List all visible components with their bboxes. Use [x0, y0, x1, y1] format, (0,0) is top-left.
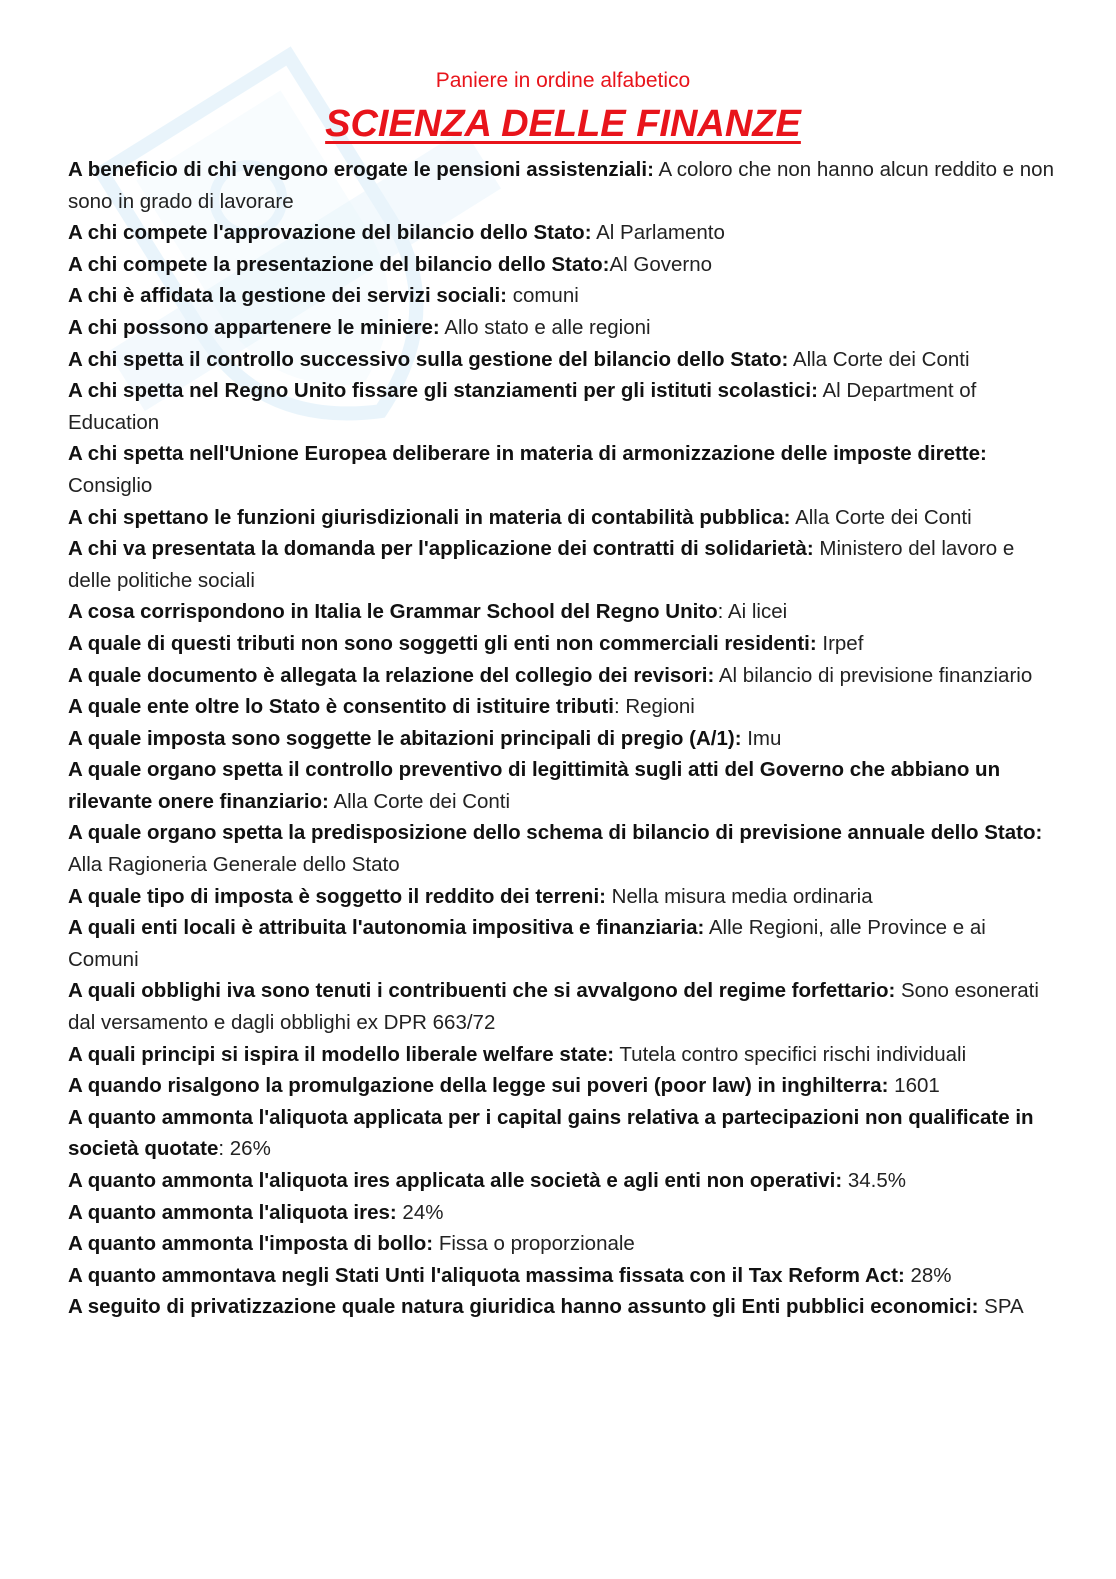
qa-item — [68, 596, 1058, 628]
question-text: A chi va presentata la domanda per l'applicazione dei contratti di solidarietà: — [68, 537, 814, 561]
qa-item — [68, 502, 1058, 534]
answer-text: 28% — [904, 1263, 952, 1287]
qa-item — [68, 912, 1058, 975]
qa-item — [68, 375, 1058, 438]
answer-text: Al Parlamento — [591, 221, 725, 245]
qa-item — [68, 1228, 1058, 1260]
qa-item — [68, 217, 1058, 249]
answer-text: Consiglio — [68, 473, 153, 497]
question-text: A beneficio di chi vengono erogate le pensioni assistenziali: — [68, 158, 654, 181]
question-text: A quale ente oltre lo Stato è consentito di istituire tributi — [68, 695, 614, 719]
answer-text: Fissa o proporzionale — [433, 1232, 635, 1256]
qa-item — [68, 154, 1058, 217]
page-title: SCIENZA DELLE FINANZE — [325, 103, 801, 145]
answer-text: Allo stato e alle regioni — [439, 315, 651, 339]
qa-item — [68, 975, 1058, 1038]
answer-text: Irpef — [816, 631, 864, 655]
answer-text: Sono esonerati dal versamento e dagli obblighi ex DPR 663/72 — [68, 979, 1039, 1035]
answer-text: Nella misura media ordinaria — [605, 884, 873, 908]
question-text: A seguito di privatizzazione quale natura giuridica hanno assunto gli Enti pubblici economici: — [68, 1295, 979, 1319]
answer-text: Al bilancio di previsione finanziario — [714, 663, 1033, 687]
answer-text: : Ai licei — [717, 600, 788, 624]
question-text: A quale documento è allegata la relazione del collegio dei revisori: — [68, 663, 715, 687]
qa-item — [68, 280, 1058, 312]
question-text: A quale di questi tributi non sono soggetti gli enti non commerciali residenti: — [68, 631, 817, 655]
qa-item — [68, 1197, 1058, 1229]
answer-text: Alla Corte dei Conti — [790, 505, 972, 529]
qa-item — [68, 438, 1058, 501]
qa-item — [68, 312, 1058, 344]
qa-item — [68, 344, 1058, 376]
question-text: A chi spetta il controllo successivo sulla gestione del bilancio dello Stato: — [68, 347, 789, 371]
question-text: A chi spetta nel Regno Unito fissare gli stanziamenti per gli istituti scolastici: — [68, 379, 818, 403]
question-text: A quanto ammontava negli Stati Unti l'aliquota massima fissata con il Tax Reform Act: — [68, 1263, 905, 1287]
question-text: A quanto ammonta l'aliquota ires: — [68, 1200, 397, 1224]
qa-item — [68, 1260, 1058, 1292]
qa-item — [68, 249, 1058, 281]
answer-text: Tutela contro specifici rischi individuali — [614, 1042, 967, 1066]
answer-text: : 26% — [218, 1137, 271, 1161]
qa-item — [68, 723, 1058, 755]
page-subtitle: Paniere in ordine alfabetico — [435, 69, 691, 92]
question-text: A chi compete la presentazione del bilancio dello Stato: — [68, 252, 610, 276]
answer-text: A coloro che non hanno alcun reddito e non sono in grado di lavorare — [68, 158, 1054, 213]
qa-item — [68, 691, 1058, 723]
question-text: A quanto ammonta l'imposta di bollo: — [68, 1232, 434, 1256]
answer-text: Imu — [741, 726, 782, 750]
question-text: A chi possono appartenere le miniere: — [68, 315, 440, 339]
qa-item — [68, 1165, 1058, 1197]
question-text: A chi spettano le funzioni giurisdizionali in materia di contabilità pubblica: — [68, 505, 791, 529]
qa-item — [68, 1070, 1058, 1102]
answer-text: Ministero del lavoro e delle politiche sociali — [68, 537, 1015, 592]
question-text: A chi compete l'approvazione del bilancio dello Stato: — [68, 221, 592, 245]
document-page — [68, 64, 1058, 1323]
question-text: A quanto ammonta l'aliquota applicata per i capital gains relativa a partecipazioni non qualificate in società quotate — [68, 1105, 1034, 1161]
qa-item — [68, 628, 1058, 660]
answer-text: Al Department of Education — [68, 379, 977, 434]
qa-item — [68, 660, 1058, 692]
question-text: A cosa corrispondono in Italia le Grammar School del Regno Unito — [68, 600, 718, 624]
question-text: A quale organo spetta la predisposizione dello schema di bilancio di previsione annuale dello Stato: — [68, 821, 1043, 845]
question-text: A chi è affidata la gestione dei servizi sociali: — [68, 284, 507, 308]
answer-text: 1601 — [888, 1074, 940, 1098]
answer-text: Alla Corte dei Conti — [788, 347, 970, 371]
answer-text: SPA — [978, 1295, 1024, 1319]
answer-text: Al Governo — [609, 252, 713, 276]
question-text: A quale organo spetta il controllo preventivo di legittimità sugli atti del Governo che abbiano un rilevante onere finanziario: — [68, 758, 1001, 813]
qa-item — [68, 1291, 1058, 1323]
question-text: A quale tipo di imposta è soggetto il reddito dei terreni: — [68, 884, 606, 908]
answer-text: : Regioni — [613, 695, 695, 719]
answer-text: comuni — [507, 284, 579, 308]
qa-item — [68, 754, 1058, 817]
question-text: A quanto ammonta l'aliquota ires applicata alle società e agli enti non operativi: — [68, 1169, 843, 1192]
qa-item — [68, 881, 1058, 913]
answer-text: 24% — [396, 1200, 444, 1224]
question-text: A quali obblighi iva sono tenuti i contribuenti che si avvalgono del regime forfettario: — [68, 979, 896, 1003]
question-text: A quali enti locali è attribuita l'autonomia impositiva e finanziaria: — [68, 916, 705, 940]
qa-item — [68, 817, 1058, 880]
qa-item — [68, 1102, 1058, 1165]
question-text: A quando risalgono la promulgazione della legge sui poveri (poor law) in inghilterra: — [68, 1074, 889, 1098]
question-answer-list — [68, 154, 1058, 1323]
answer-text: Alla Ragioneria Generale dello Stato — [68, 853, 400, 877]
question-text: A quale imposta sono soggette le abitazioni principali di pregio (A/1): — [68, 726, 742, 750]
answer-text: Alle Regioni, alle Province e ai Comuni — [68, 916, 986, 971]
question-text: A chi spetta nell'Unione Europea deliberare in materia di armonizzazione delle imposte dirette: — [68, 442, 987, 466]
qa-item — [68, 1039, 1058, 1071]
answer-text: 34.5% — [842, 1169, 907, 1192]
qa-item — [68, 533, 1058, 596]
question-text: A quali principi si ispira il modello liberale welfare state: — [68, 1042, 615, 1066]
answer-text: Alla Corte dei Conti — [328, 789, 511, 813]
